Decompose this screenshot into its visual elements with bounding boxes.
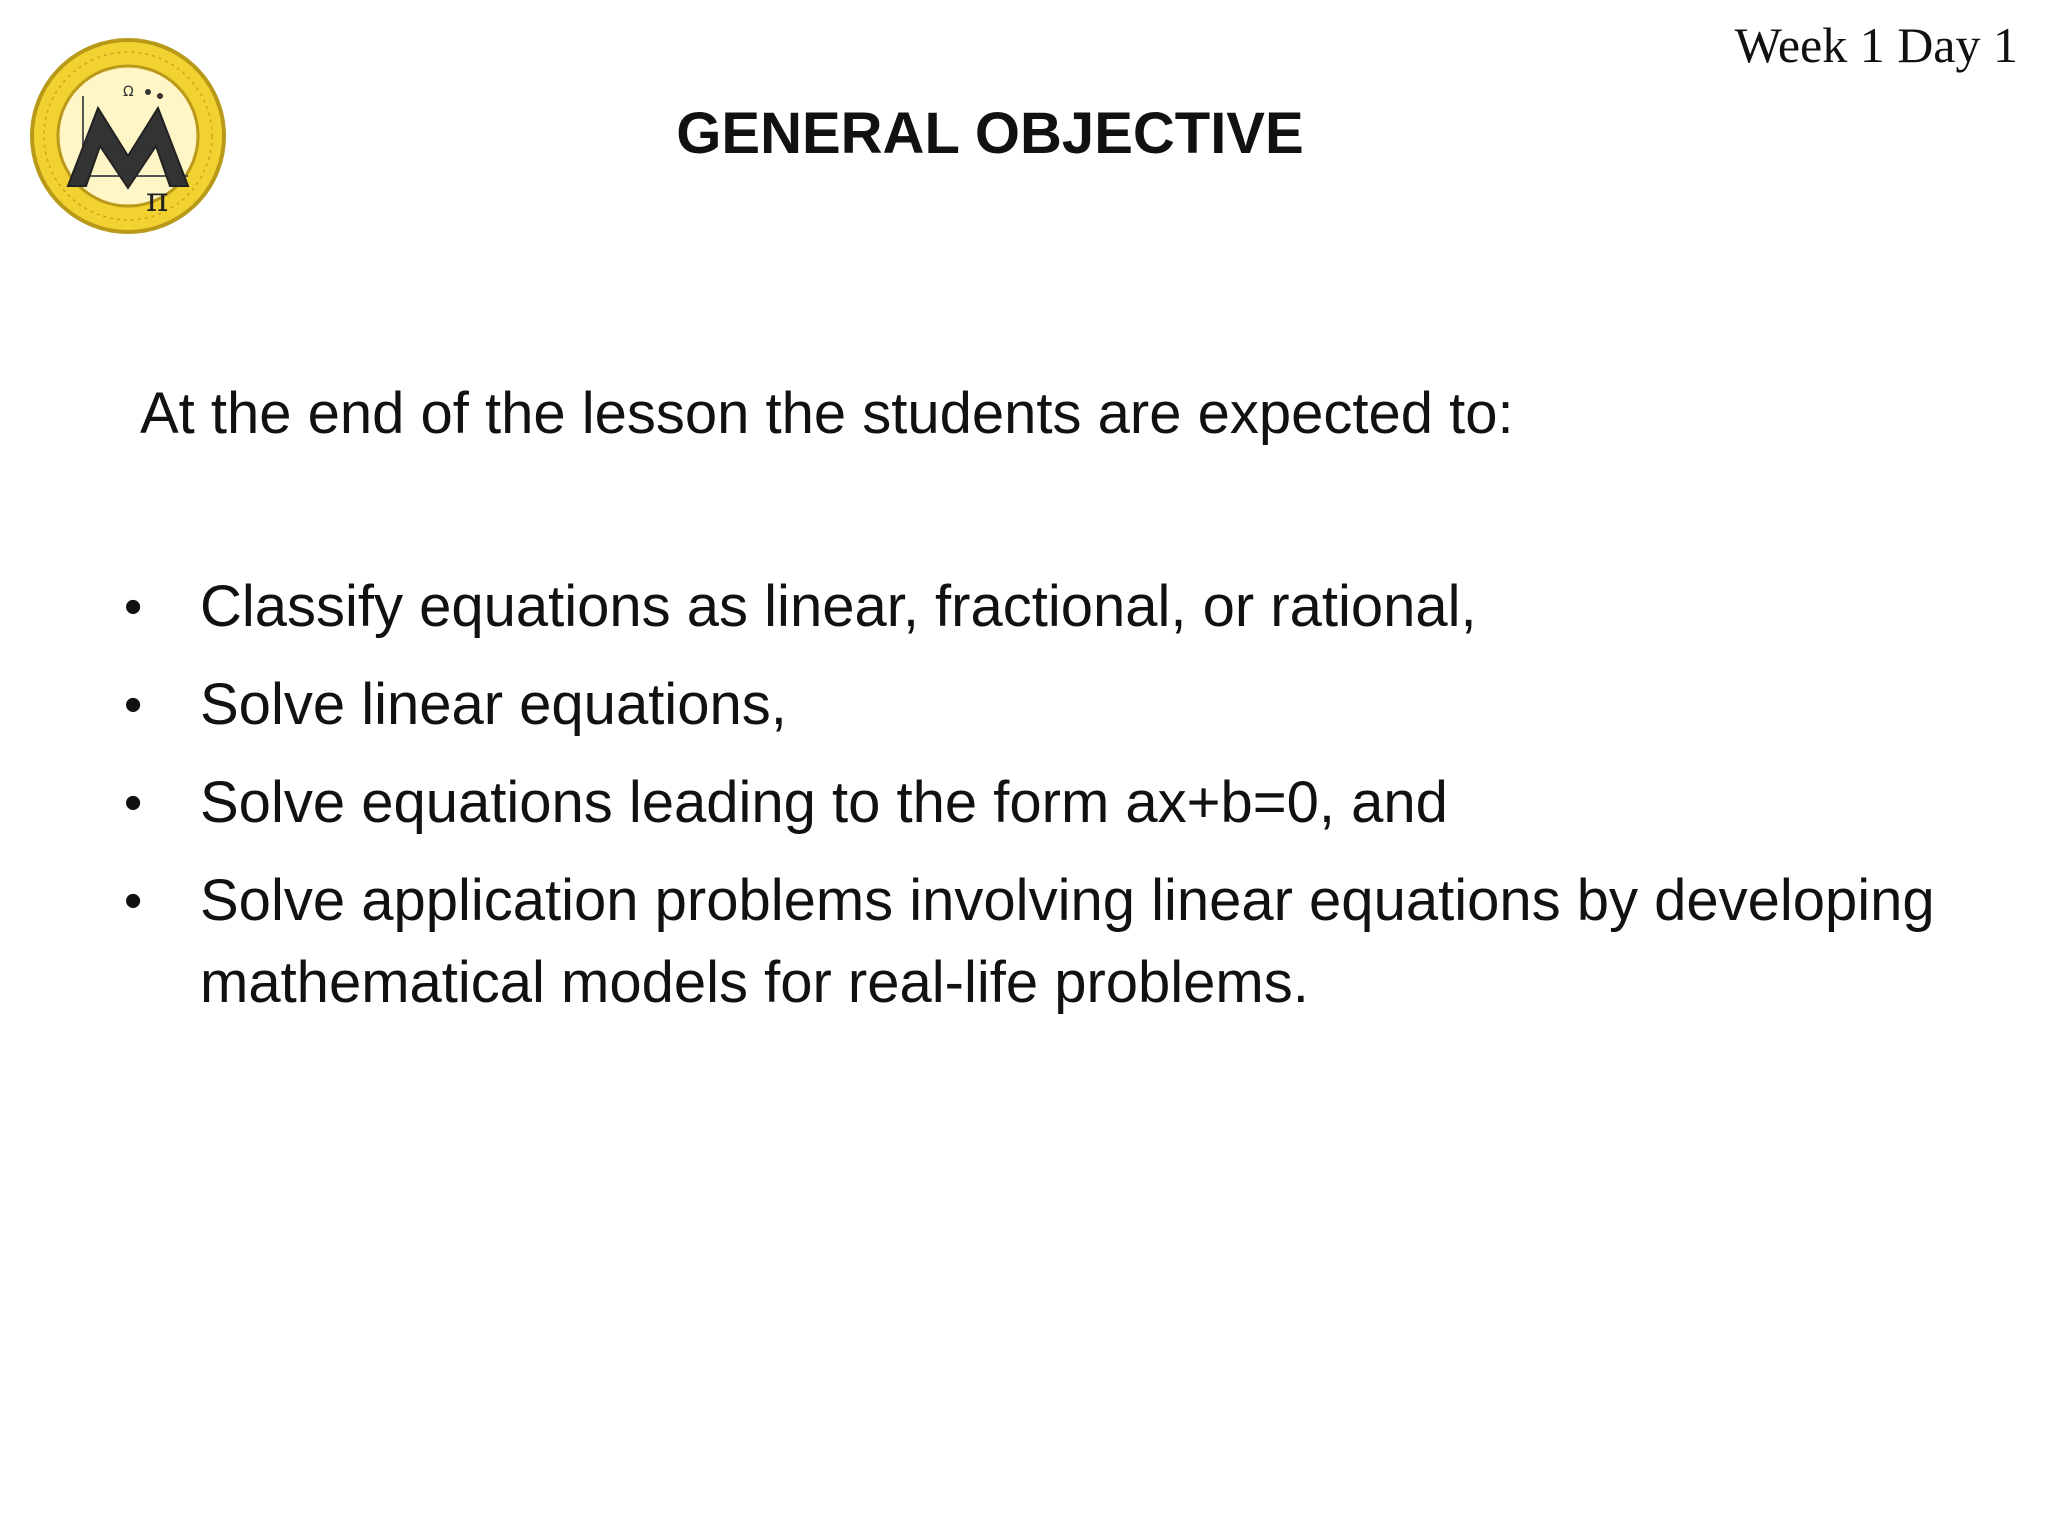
objective-item [120,762,1940,844]
slide-title: GENERAL OBJECTIVE [676,101,1304,166]
bullet-icon: • [124,578,143,636]
intro-text: At the end of the lesson the students are expected to: [140,381,1514,446]
svg-text:Ω: Ω [123,84,134,100]
objective-text: Classify equations as linear, fractional, or rational, [200,574,1477,639]
objective-item [120,664,1940,746]
objective-text: Solve equations leading to the form ax+b=0, and [200,770,1448,835]
bullet-icon: • [124,676,143,734]
objectives-list [120,566,1940,1040]
objective-text: Solve application problems involving linear equations by developing mathematical models for real-life problems. [200,868,1935,1015]
svg-text:π: π [146,180,169,220]
objective-item [120,860,1940,1024]
bullet-icon: • [124,774,143,832]
objective-item [120,566,1940,648]
bullet-icon: • [124,872,143,930]
week-day-label: Week 1 Day 1 [1734,17,2018,73]
objective-text: Solve linear equations, [200,672,787,737]
